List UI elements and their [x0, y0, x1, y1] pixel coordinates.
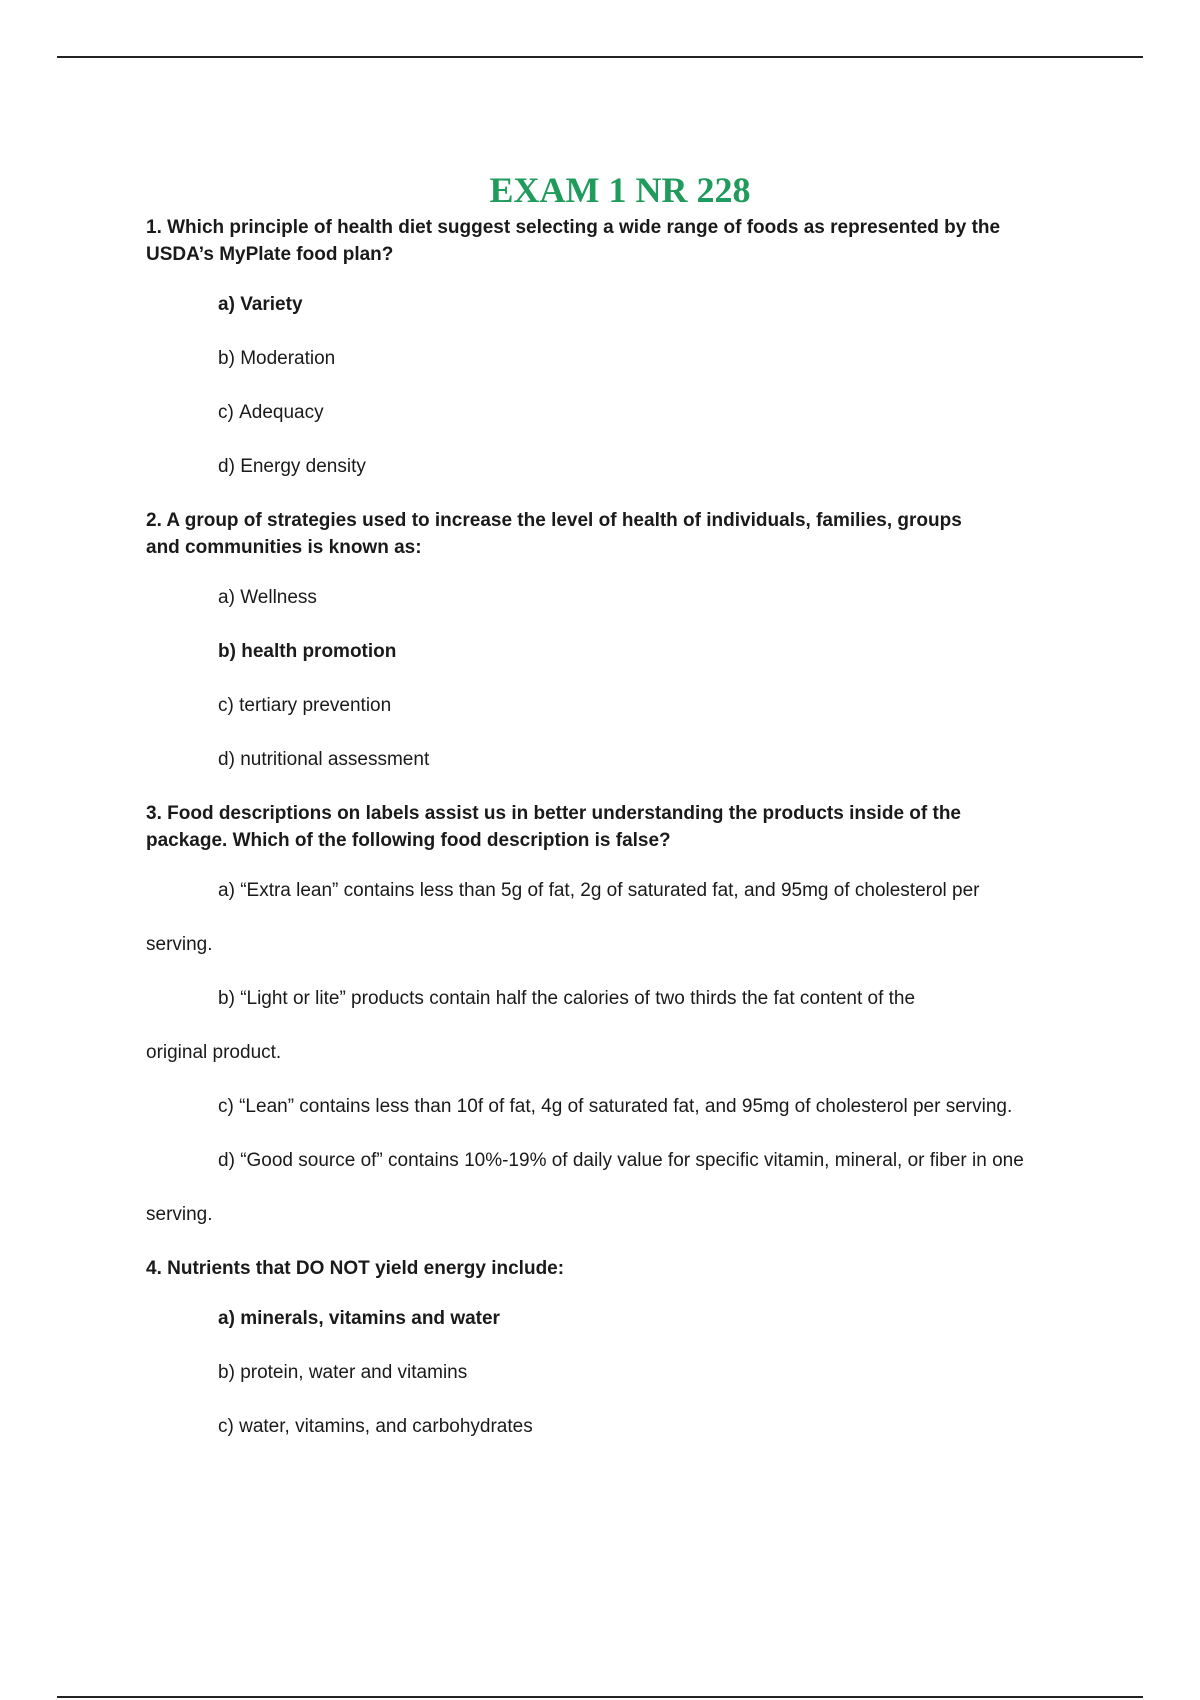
- option-text: “Extra lean” contains less than 5g of fat, 2g of saturated fat, and 95mg of cholesterol per: [240, 880, 980, 901]
- question-1-text: 1. Which principle of health diet suggest selecting a wide range of foods as represented by the USDA’s MyPlate food plan?: [146, 217, 1001, 265]
- question-1-option-b: [146, 345, 1146, 372]
- option-continuation: serving.: [146, 1204, 213, 1225]
- option-letter: b): [218, 641, 242, 662]
- question-3-text: 3. Food descriptions on labels assist us in better understanding the products inside of the package. Which of the following food description is false?: [146, 803, 961, 851]
- question-1-option-c: [146, 399, 1146, 426]
- bottom-divider: [57, 1696, 1143, 1698]
- option-continuation: serving.: [146, 934, 213, 955]
- option-letter: c): [218, 695, 240, 716]
- option-text: minerals, vitamins and water: [240, 1308, 500, 1329]
- option-letter: b): [218, 988, 241, 1009]
- option-letter: d): [218, 749, 241, 770]
- question-2-text: 2. A group of strategies used to increase the level of health of individuals, families, groups and communities is known as:: [146, 510, 962, 558]
- question-4-option-a: [146, 1305, 1146, 1332]
- option-letter: c): [218, 1096, 240, 1117]
- question-4-option-b: [146, 1359, 1146, 1386]
- question-4-text: 4. Nutrients that DO NOT yield energy include:: [146, 1258, 565, 1279]
- option-letter: b): [218, 348, 241, 369]
- top-divider: [57, 56, 1143, 58]
- question-4: [146, 1255, 1146, 1440]
- option-text: “Light or lite” products contain half the calories of two thirds the fat content of the: [240, 988, 916, 1009]
- option-letter: d): [218, 456, 241, 477]
- question-3-option-b: [146, 985, 1146, 1066]
- option-text: Adequacy: [239, 402, 324, 423]
- option-text: water, vitamins, and carbohydrates: [239, 1416, 533, 1437]
- question-2-option-b: [146, 638, 1146, 665]
- option-text: Energy density: [240, 456, 366, 477]
- option-text: Moderation: [240, 348, 336, 369]
- question-4-option-c: [146, 1413, 1146, 1440]
- option-letter: c): [218, 402, 240, 423]
- option-first-line: [218, 1147, 1146, 1174]
- option-text: Variety: [240, 294, 303, 315]
- option-continuation: original product.: [146, 1042, 282, 1063]
- option-text: nutritional assessment: [240, 749, 430, 770]
- option-letter: c): [218, 1416, 240, 1437]
- option-first-line: [218, 985, 1146, 1012]
- option-text: Wellness: [240, 587, 317, 608]
- question-3: [146, 800, 1146, 1228]
- question-2-option-d: [146, 746, 1146, 773]
- option-first-line: [218, 877, 1146, 904]
- option-letter: a): [218, 587, 241, 608]
- option-letter: a): [218, 880, 241, 901]
- option-text: tertiary prevention: [239, 695, 392, 716]
- option-letter: b): [218, 1362, 241, 1383]
- exam-content: [146, 214, 1146, 1467]
- option-letter: a): [218, 1308, 241, 1329]
- question-3-option-c: [146, 1093, 1146, 1120]
- option-letter: d): [218, 1150, 241, 1171]
- option-text: “Good source of” contains 10%-19% of daily value for specific vitamin, mineral, or fiber in one: [240, 1150, 1024, 1171]
- question-2-option-c: [146, 692, 1146, 719]
- question-3-option-d: [146, 1147, 1146, 1228]
- option-letter: a): [218, 294, 241, 315]
- option-text: health promotion: [241, 641, 397, 662]
- option-text: protein, water and vitamins: [240, 1362, 468, 1383]
- option-text: “Lean” contains less than 10f of fat, 4g of saturated fat, and 95mg of cholesterol per serving.: [239, 1096, 1013, 1117]
- page-title: EXAM 1 NR 228: [489, 170, 751, 211]
- question-1: [146, 214, 1146, 480]
- question-3-option-a: [146, 877, 1146, 958]
- question-1-option-a: [146, 291, 1146, 318]
- question-1-option-d: [146, 453, 1146, 480]
- question-2-option-a: [146, 584, 1146, 611]
- question-2: [146, 507, 1146, 773]
